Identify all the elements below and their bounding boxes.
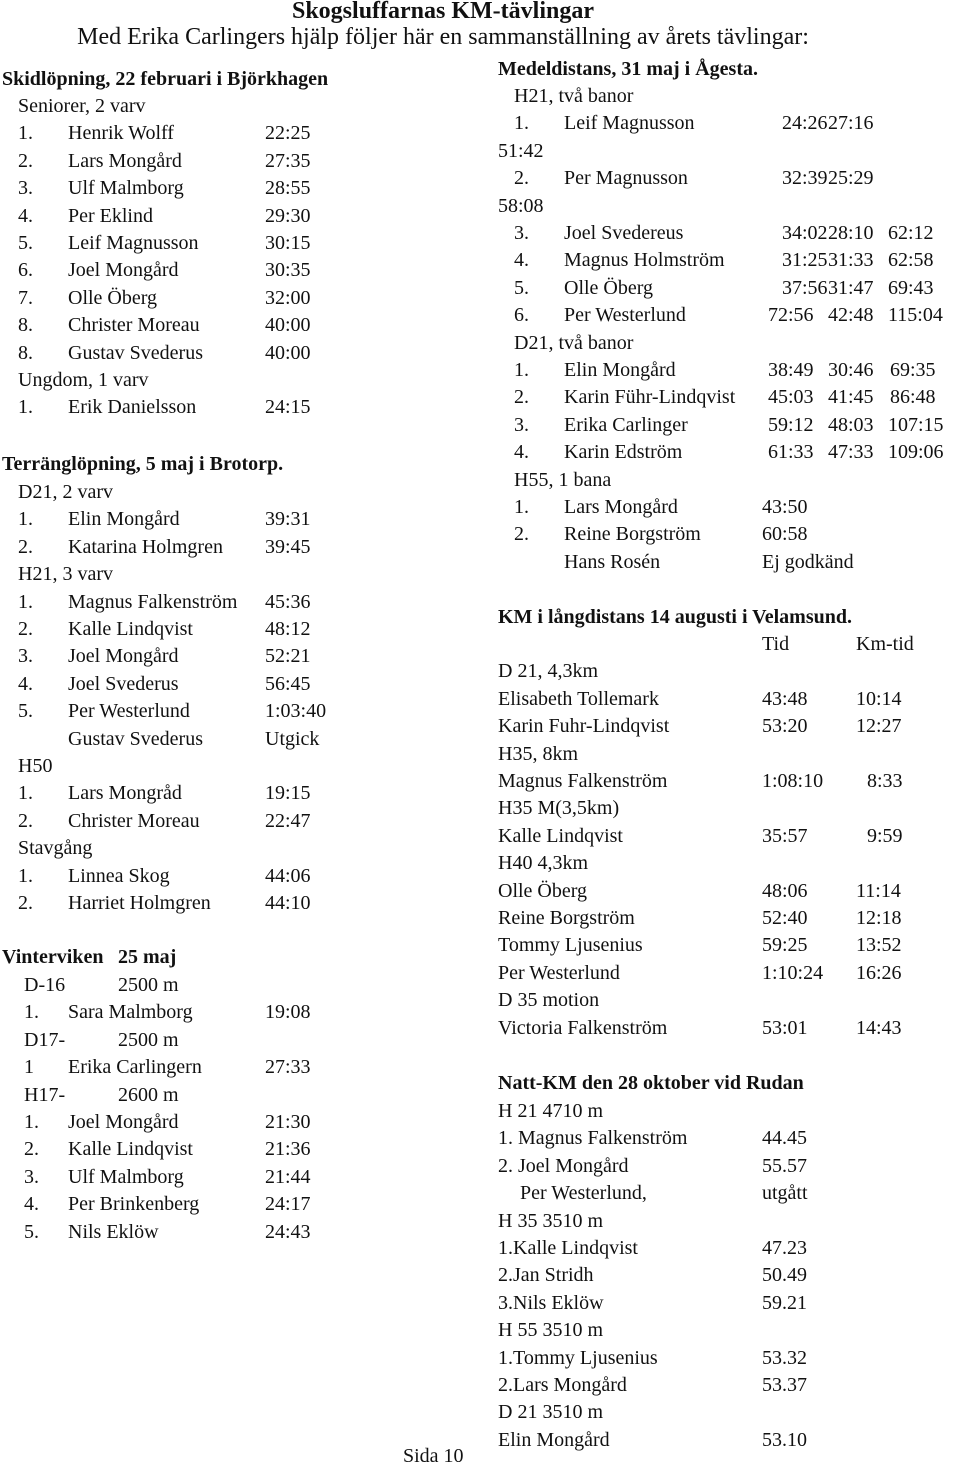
runner-name: Reine Borgström [498, 907, 635, 929]
result-time: 40:00 [265, 341, 311, 364]
result-time: 56:45 [265, 672, 311, 695]
lap2-time: 31:47 [828, 276, 874, 299]
runner-name: Elin Mongård [564, 359, 676, 381]
result-time: 1:03:40 [265, 700, 327, 723]
result-time: 53.10 [762, 1428, 807, 1451]
section-heading: Natt-KM den 28 oktober vid Rudan [498, 1072, 804, 1094]
runner-name: Kalle Lindqvist [68, 1138, 193, 1161]
total-time-wrapped: 51:42 [498, 139, 544, 162]
lap1-time: 45:03 [768, 386, 814, 409]
place-number: 2. [24, 1138, 39, 1161]
lap2-time: 28:10 [828, 222, 874, 244]
km-time: 12:18 [856, 907, 902, 929]
result-time: 32:00 [265, 286, 311, 309]
runner-name: Lars Mongård [68, 149, 182, 172]
class-label: H 21 4710 m [498, 1100, 603, 1122]
runner-name: Karin Edström [564, 441, 683, 464]
result-time: 39:45 [265, 535, 311, 558]
runner-name: 1. Magnus Falkenström [498, 1127, 688, 1150]
result-time: 59.21 [762, 1291, 807, 1314]
result-time: 55.57 [762, 1154, 807, 1177]
lap1-time: 59:12 [768, 413, 814, 436]
class-label: H50 [18, 755, 53, 777]
section-heading: KM i långdistans 14 augusti i Velamsund. [498, 606, 852, 628]
place-number: 5. [18, 232, 33, 254]
result-time: 29:30 [265, 204, 311, 227]
km-time: 11:14 [856, 879, 901, 902]
result-time: 27:35 [265, 149, 311, 172]
class-label: H 35 3510 m [498, 1209, 603, 1232]
place-number: 3. [18, 645, 33, 668]
place-number: 2. [18, 809, 33, 832]
class-label: D 21, 4,3km [498, 660, 598, 683]
runner-name: Kalle Lindqvist [68, 618, 193, 640]
result-time: 48:12 [265, 618, 311, 640]
runner-name: Hans Rosén [564, 550, 661, 573]
page-title: Skogsluffarnas KM-tävlingar [291, 0, 594, 24]
runner-name: 2.Jan Stridh [498, 1264, 594, 1287]
runner-name: Leif Magnusson [68, 232, 199, 254]
lap2-time: 42:48 [828, 304, 874, 327]
class-label: D21, 2 varv [18, 481, 113, 503]
place-number: 6. [514, 304, 529, 327]
class-label: H35 M(3,5km) [498, 797, 620, 820]
runner-name: 2.Lars Mongård [498, 1374, 627, 1396]
runner-name: Per Eklind [68, 204, 153, 227]
result-time: 22:47 [265, 809, 311, 832]
km-time: 12:27 [856, 715, 902, 738]
runner-name: Lars Mongård [564, 496, 678, 518]
result-time: 59:25 [762, 934, 808, 957]
runner-name: Joel Mongård [68, 259, 179, 282]
total-time-wrapped: 58:08 [498, 194, 544, 217]
runner-name: Magnus Falkenström [68, 590, 238, 613]
runner-name: 1.Tommy Ljusenius [498, 1346, 658, 1369]
total-time: 69:43 [888, 276, 934, 299]
lap2-time: 25:29 [828, 167, 874, 190]
lap2-time: 48:03 [828, 413, 874, 436]
place-number: 8. [18, 341, 33, 364]
result-time: 27:33 [265, 1056, 311, 1079]
runner-name: 3.Nils Eklöw [498, 1291, 604, 1314]
result-time: 28:55 [265, 177, 311, 200]
result-time: 39:31 [265, 508, 311, 531]
runner-name: Gustav Svederus [68, 341, 203, 364]
place-number: 1. [24, 1001, 39, 1024]
page-subtitle: Med Erika Carlingers hjälp följer här en sammanställning av årets tävlingar: [77, 24, 809, 50]
place-number: 2. [514, 167, 529, 190]
class-label: H 55 3510 m [498, 1319, 603, 1342]
runner-name: Joel Mongård [68, 645, 179, 668]
class-distance: 2500 m [118, 974, 179, 996]
class-label: H21, 3 varv [18, 563, 113, 586]
result-time: 44:06 [265, 864, 311, 887]
class-label: H17- [24, 1083, 66, 1106]
place-number: 1. [24, 1111, 39, 1133]
total-time: 115:04 [888, 304, 943, 327]
runner-name: Ulf Malmborg [68, 1165, 184, 1188]
place-number: 2. [514, 523, 529, 546]
place-number: 1. [18, 508, 33, 531]
result-time: 21:30 [265, 1111, 311, 1133]
place-number: 1. [18, 782, 33, 805]
result-time: Ej godkänd [762, 550, 854, 573]
class-label: D 35 motion [498, 989, 600, 1012]
result-time: 40:00 [265, 314, 311, 337]
result-time: Utgick [265, 727, 320, 750]
class-distance: 2500 m [118, 1028, 179, 1051]
runner-name: Ulf Malmborg [68, 177, 184, 200]
result-time: 19:08 [265, 1001, 311, 1024]
total-time: 86:48 [890, 386, 936, 409]
lap2-time: 47:33 [828, 441, 874, 464]
class-label: H21, två banor [514, 85, 634, 107]
runner-name: Nils Eklöw [68, 1220, 159, 1243]
runner-name: Victoria Falkenström [498, 1016, 668, 1039]
runner-name: Elin Mongård [498, 1428, 610, 1451]
km-time: 14:43 [856, 1016, 902, 1039]
result-time: 44:10 [265, 892, 311, 914]
runner-name: Kalle Lindqvist [498, 824, 623, 847]
place-number: 4. [24, 1193, 39, 1216]
place-number: 2. [18, 892, 33, 914]
km-time: 16:26 [856, 961, 902, 984]
result-time: 48:06 [762, 879, 808, 902]
place-number: 3. [514, 222, 529, 244]
place-number: 1. [514, 359, 529, 381]
page-number: Sida 10 [403, 1445, 464, 1467]
lap1-time: 37:56 [782, 276, 828, 299]
runner-name: Joel Svedereus [564, 222, 684, 244]
runner-name: Linnea Skog [68, 864, 170, 887]
result-time: 50.49 [762, 1264, 807, 1287]
lap1-time: 34:02 [782, 222, 828, 244]
km-time: 10:14 [856, 687, 902, 710]
place-number: 1 [24, 1056, 34, 1079]
lap2-time: 27:16 [828, 112, 874, 135]
runner-name: 2. Joel Mongård [498, 1154, 629, 1177]
lap1-time: 32:39 [782, 167, 828, 190]
class-label: D21, två banor [514, 331, 634, 354]
total-time: 69:35 [890, 359, 936, 381]
place-number: 8. [18, 314, 33, 337]
place-number: 2. [18, 149, 33, 172]
runner-name: Tommy Ljusenius [498, 934, 643, 957]
runner-name: Erika Carlingern [68, 1056, 202, 1079]
runner-name: Karin Führ-Lindqvist [564, 386, 736, 409]
lap1-time: 38:49 [768, 359, 814, 381]
place-number: 2. [18, 535, 33, 558]
runner-name: Karin Fuhr-Lindqvist [498, 715, 670, 738]
km-time: 8:33 [867, 770, 903, 792]
km-time: 13:52 [856, 934, 902, 957]
place-number: 7. [18, 286, 33, 309]
lap2-time: 31:33 [828, 249, 874, 272]
place-number: 3. [514, 413, 529, 436]
total-time: 62:12 [888, 222, 934, 244]
total-time: 109:06 [888, 441, 944, 464]
runner-name: Katarina Holmgren [68, 535, 223, 558]
runner-name: Olle Öberg [564, 276, 654, 299]
place-number: 6. [18, 259, 33, 282]
place-number: 2. [18, 618, 33, 640]
result-time: 30:15 [265, 232, 311, 254]
result-time: 22:25 [265, 122, 311, 145]
lap1-time: 61:33 [768, 441, 814, 464]
lap2-time: 41:45 [828, 386, 874, 409]
class-label: H40 4,3km [498, 852, 588, 875]
runner-name: Henrik Wolff [68, 122, 174, 145]
result-time: 60:58 [762, 523, 808, 546]
runner-name: Erik Danielsson [68, 396, 197, 419]
class-label: D 21 3510 m [498, 1401, 603, 1424]
runner-name: Joel Svederus [68, 672, 179, 695]
column-header-kmtid: Km-tid [856, 633, 914, 655]
place-number: 5. [18, 700, 33, 723]
place-number: 2. [514, 386, 529, 409]
result-time: 1:08:10 [762, 770, 824, 792]
class-label: Ungdom, 1 varv [18, 369, 149, 391]
runner-name: Magnus Falkenström [498, 770, 668, 792]
runner-name: Magnus Holmström [564, 249, 725, 272]
result-time: 24:15 [265, 396, 311, 419]
result-time: 19:15 [265, 782, 311, 805]
place-number: 3. [24, 1165, 39, 1188]
place-number: 1. [18, 864, 33, 887]
lap1-time: 72:56 [768, 304, 814, 327]
class-label: H55, 1 bana [514, 468, 612, 491]
result-time: 52:21 [265, 645, 311, 668]
runner-name: Elisabeth Tollemark [498, 687, 659, 710]
place-number: 4. [18, 672, 33, 695]
result-time: 24:17 [265, 1193, 311, 1216]
place-number: 1. [514, 112, 529, 135]
total-time: 62:58 [888, 249, 934, 272]
runner-name: Joel Mongård [68, 1111, 179, 1133]
place-number: 4. [18, 204, 33, 227]
runner-name: 1.Kalle Lindqvist [498, 1237, 638, 1259]
result-time: 35:57 [762, 824, 808, 847]
place-number: 5. [514, 276, 529, 299]
runner-name: Per Magnusson [564, 167, 688, 190]
runner-name: Erika Carlinger [564, 413, 688, 436]
runner-name: Christer Moreau [68, 809, 200, 832]
runner-name: Reine Borgström [564, 523, 701, 546]
total-time: 107:15 [888, 413, 944, 436]
place-number: 1. [18, 590, 33, 613]
place-number: 4. [514, 249, 529, 272]
class-label: Seniorer, 2 varv [18, 95, 146, 117]
km-time: 9:59 [867, 824, 903, 847]
place-number: 1. [514, 496, 529, 518]
class-distance: 2600 m [118, 1083, 179, 1106]
result-time: 45:36 [265, 590, 311, 613]
section-heading: Terränglöpning, 5 maj i Brotorp. [2, 453, 284, 475]
result-time: 44.45 [762, 1127, 807, 1150]
runner-name: Per Westerlund [498, 961, 620, 984]
lap2-time: 30:46 [828, 359, 874, 381]
runner-name: Christer Moreau [68, 314, 200, 337]
result-time: utgått [762, 1182, 808, 1205]
runner-name: Elin Mongård [68, 508, 180, 531]
runner-name: Sara Malmborg [68, 1001, 193, 1024]
runner-name: Leif Magnusson [564, 112, 695, 135]
place-number: 4. [514, 441, 529, 464]
section-heading: Skidlöpning, 22 februari i Björkhagen [2, 68, 329, 90]
result-time: 30:35 [265, 259, 311, 282]
result-time: 43:50 [762, 496, 808, 518]
runner-name: Per Westerlund, [520, 1182, 647, 1205]
class-label: D17- [24, 1028, 66, 1051]
runner-name: Olle Öberg [498, 879, 588, 902]
result-time: 43:48 [762, 687, 808, 710]
place-number: 1. [18, 122, 33, 145]
result-time: 47.23 [762, 1237, 807, 1259]
runner-name: Lars Mongråd [68, 782, 182, 805]
column-header-tid: Tid [762, 633, 790, 655]
section-heading: Vinterviken [2, 946, 104, 968]
result-time: 53:20 [762, 715, 808, 738]
class-label: H35, 8km [498, 742, 578, 765]
result-time: 52:40 [762, 907, 808, 929]
runner-name: Per Westerlund [564, 304, 686, 327]
lap1-time: 31:25 [782, 249, 828, 272]
class-label: D-16 [24, 974, 66, 996]
result-time: 21:44 [265, 1165, 311, 1188]
result-time: 24:43 [265, 1220, 311, 1243]
runner-name: Olle Öberg [68, 286, 158, 309]
result-time: 53:01 [762, 1016, 808, 1039]
runner-name: Harriet Holmgren [68, 892, 211, 914]
section-date: 25 maj [118, 946, 177, 968]
place-number: 3. [18, 177, 33, 200]
section-heading: Medeldistans, 31 maj i Ågesta. [498, 58, 758, 80]
runner-name: Gustav Svederus [68, 727, 203, 750]
runner-name: Per Westerlund [68, 700, 190, 723]
place-number: 5. [24, 1220, 39, 1243]
result-time: 1:10:24 [762, 961, 824, 984]
result-time: 53.37 [762, 1374, 807, 1396]
place-number: 1. [18, 396, 33, 419]
class-label: Stavgång [18, 837, 93, 860]
result-time: 53.32 [762, 1346, 807, 1369]
result-time: 21:36 [265, 1138, 311, 1161]
lap1-time: 24:26 [782, 112, 828, 135]
runner-name: Per Brinkenberg [68, 1193, 200, 1216]
